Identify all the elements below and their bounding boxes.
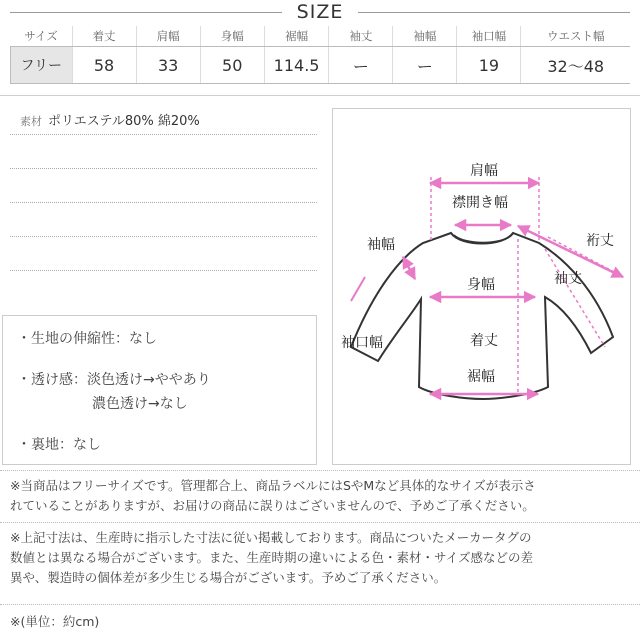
material-value: ポリエステル80% 綿20% (48, 114, 200, 129)
dotted-line (10, 134, 317, 135)
label-sleeve-width: 袖幅 (367, 237, 395, 253)
header-body-width: 身幅 (200, 26, 264, 47)
cuff-arrow (351, 277, 365, 301)
label-hem: 裾幅 (467, 369, 495, 385)
cell-hem: 114.5 (264, 47, 329, 84)
dotted-divider (0, 522, 640, 523)
footnote-free-size (10, 476, 632, 516)
note-lining: ・裏地：なし (17, 437, 101, 453)
dotted-line (10, 270, 317, 271)
cell-length: 58 (72, 47, 136, 84)
cell-shoulder: 33 (136, 47, 200, 84)
header-waist: ウエスト幅 (521, 26, 630, 47)
note-stretch: ・生地の伸縮性：なし (17, 331, 157, 347)
footnote-line: れていることがありますが、お届けの商品に誤りはございませんので、予めご了承ください。 (10, 498, 535, 513)
label-body-width: 身幅 (467, 277, 495, 293)
label-shoulder: 肩幅 (470, 163, 498, 179)
header-shoulder: 肩幅 (136, 26, 200, 47)
label-sleeve-length: 袖丈 (554, 271, 582, 287)
cell-sleeve-length: ー (329, 47, 393, 84)
header-size: サイズ (11, 26, 73, 47)
garment-illustration (333, 109, 630, 464)
label-yuki: 裄丈 (586, 233, 614, 249)
cell-size: フリー (11, 47, 73, 84)
dotted-line (10, 202, 317, 203)
header-cuff: 袖口幅 (457, 26, 521, 47)
fabric-notes-box (2, 315, 317, 465)
header-sleeve-length: 袖丈 (329, 26, 393, 47)
cell-sleeve-width: ー (393, 47, 457, 84)
header-hem: 裾幅 (264, 26, 329, 47)
size-table (10, 26, 630, 84)
dotted-line (10, 236, 317, 237)
dotted-divider (0, 604, 640, 605)
footnote-line: 異や、製造時の個体差が多少生じる場合がございます。予めご了承ください。 (10, 570, 447, 585)
dotted-divider (0, 470, 640, 471)
note-sheer-dark: 濃色透け→なし (92, 396, 188, 412)
footnote-unit: ※(単位：約cm) (10, 614, 100, 629)
dotted-line (10, 168, 317, 169)
note-sheer: ・透け感：淡色透け→ややあり (17, 372, 211, 388)
label-neck: 襟開き幅 (452, 195, 508, 211)
cell-cuff: 19 (457, 47, 521, 84)
cell-waist: 32〜48 (521, 47, 630, 84)
page-title: SIZE (296, 1, 344, 23)
title-rule-right (358, 12, 630, 13)
size-table-header (11, 26, 631, 47)
footnote-line: ※上記寸法は、生産時に指示した寸法に従い掲載しております。商品についたメーカータグの (10, 530, 532, 545)
header-length: 着丈 (72, 26, 136, 47)
label-cuff: 袖口幅 (341, 335, 383, 351)
table-row (11, 47, 631, 84)
label-length: 着丈 (470, 333, 498, 349)
title-rule-left (10, 12, 282, 13)
header-sleeve-width: 袖幅 (393, 26, 457, 47)
cell-body-width: 50 (200, 47, 264, 84)
footnote-line: ※当商品はフリーサイズです。管理都合上、商品ラベルにはSやMなど具体的なサイズが表示さ (10, 478, 536, 493)
material-line (20, 110, 200, 129)
footnote-line: 数値とは異なる場合がございます。また、生産時期の違いによる色・素材・サイズ感などの差 (10, 550, 534, 565)
footnote-measurement (10, 528, 632, 588)
material-label: 素材 (20, 115, 42, 128)
divider (0, 95, 640, 96)
measurement-diagram (332, 108, 631, 465)
